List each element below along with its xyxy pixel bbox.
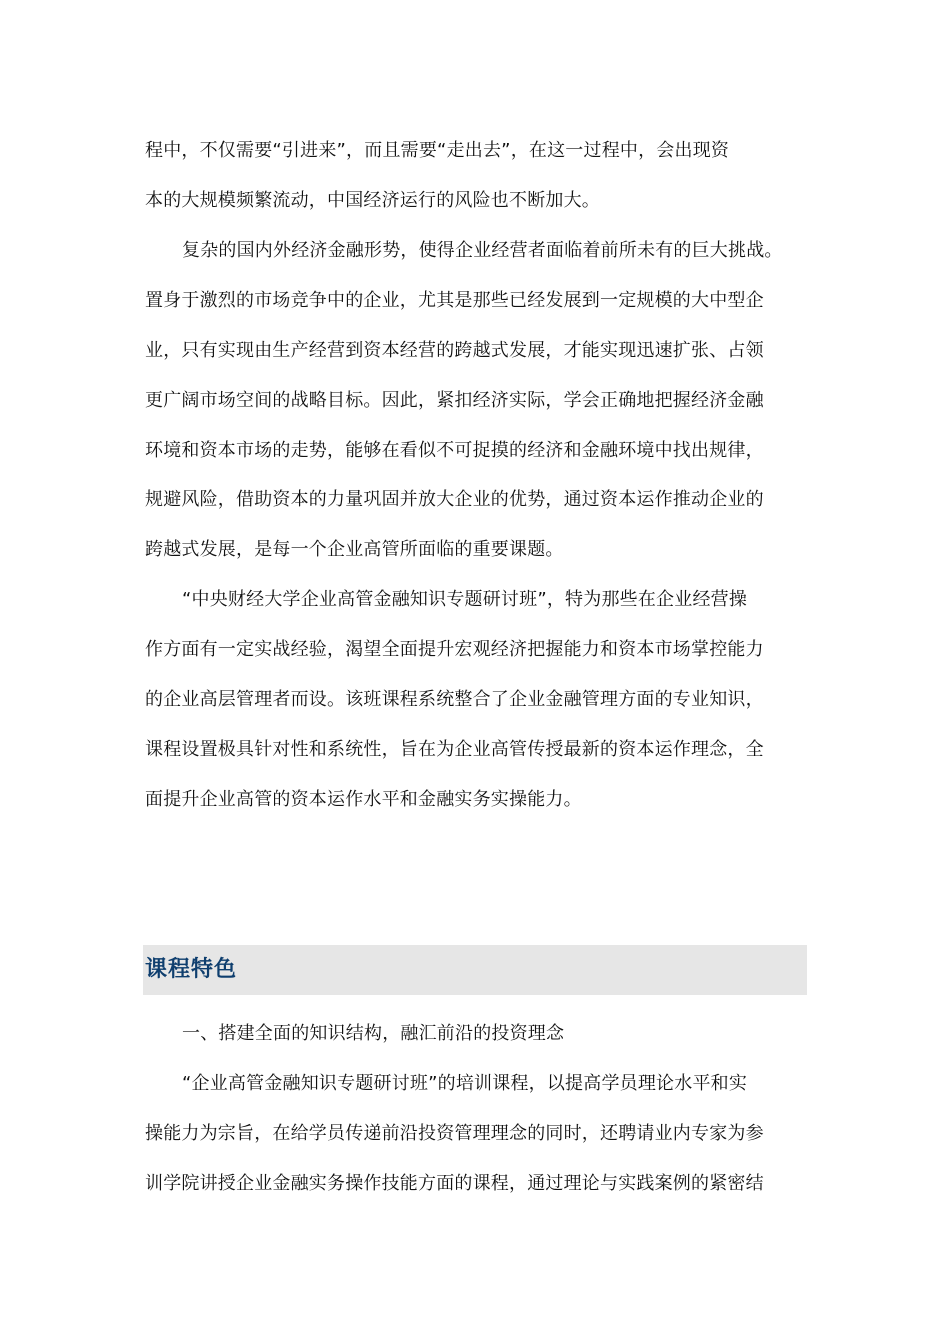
section-heading-title: 课程特色 — [145, 957, 238, 982]
paragraph-2-line-7: 跨越式发展，是每一个企业高管所面临的重要课题。 — [145, 539, 564, 560]
paragraph-2-line-6: 规避风险，借助资本的力量巩固并放大企业的优势，通过资本运作推动企业的 — [145, 489, 764, 510]
paragraph-3-line-3: 的企业高层管理者而设。该班课程系统整合了企业金融管理方面的专业知识， — [145, 689, 764, 710]
section-paragraph-line-2: 操能力为宗旨，在给学员传递前沿投资管理理念的同时，还聘请业内专家为参 — [145, 1123, 764, 1144]
paragraph-3-line-1: “中央财经大学企业高管金融知识专题研讨班”，特为那些在企业经营操 — [182, 589, 748, 610]
paragraph-2-line-5: 环境和资本市场的走势，能够在看似不可捉摸的经济和金融环境中找出规律， — [145, 440, 764, 461]
section-subheading: 一、搭建全面的知识结构，融汇前沿的投资理念 — [182, 1023, 565, 1044]
section-heading-bar — [143, 945, 807, 995]
paragraph-1-line-2: 本的大规模频繁流动，中国经济运行的风险也不断加大。 — [145, 190, 600, 211]
paragraph-2-line-1: 复杂的国内外经济金融形势，使得企业经营者面临着前所未有的巨大挑战。 — [182, 240, 783, 261]
paragraph-2-line-3: 业，只有实现由生产经营到资本经营的跨越式发展，才能实现迅速扩张、占领 — [145, 340, 764, 361]
section-paragraph-line-3: 训学院讲授企业金融实务操作技能方面的课程，通过理论与实践案例的紧密结 — [145, 1173, 764, 1194]
paragraph-2-line-4: 更广阔市场空间的战略目标。因此，紧扣经济实际，学会正确地把握经济金融 — [145, 390, 764, 411]
paragraph-3-line-4: 课程设置极具针对性和系统性，旨在为企业高管传授最新的资本运作理念，全 — [145, 739, 764, 760]
paragraph-3-line-2: 作方面有一定实战经验，渴望全面提升宏观经济把握能力和资本市场掌控能力 — [145, 639, 764, 660]
paragraph-1-line-1: 程中，不仅需要“引进来”，而且需要“走出去”，在这一过程中，会出现资 — [145, 140, 730, 161]
paragraph-3-line-5: 面提升企业高管的资本运作水平和金融实务实操能力。 — [145, 789, 582, 810]
paragraph-2-line-2: 置身于激烈的市场竞争中的企业，尤其是那些已经发展到一定规模的大中型企 — [145, 290, 764, 311]
section-paragraph-line-1: “企业高管金融知识专题研讨班”的培训课程，以提高学员理论水平和实 — [182, 1073, 748, 1094]
